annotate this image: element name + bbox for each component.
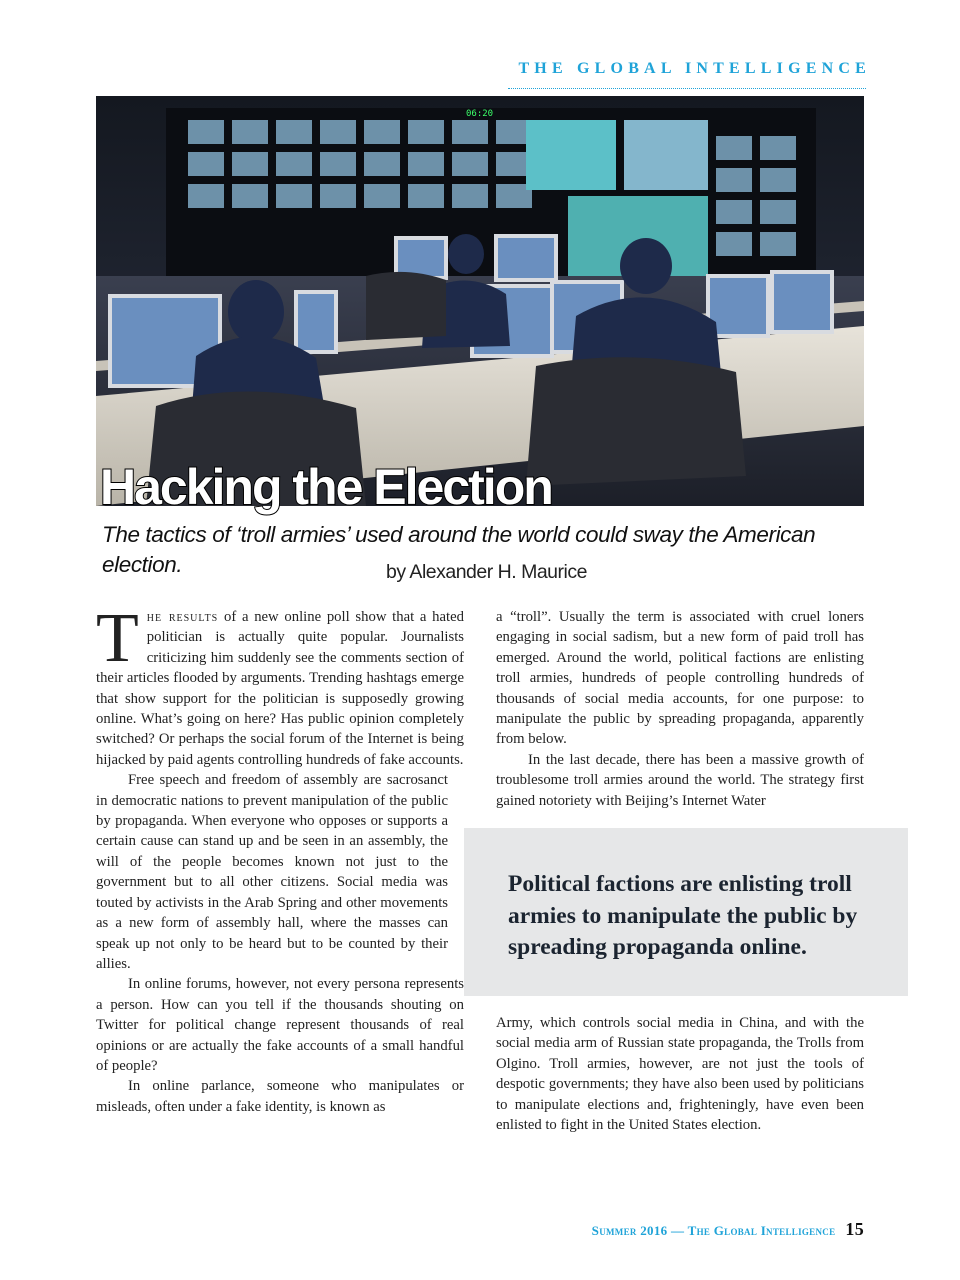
pull-quote — [464, 828, 908, 996]
right-paragraph-2: In the last decade, there has been a massive growth of troublesome troll armies around the world. The strategy first gained notoriety with Beijing’s Internet Water — [496, 751, 864, 809]
paragraph-4: In online parlance, someone who manipulates or misleads, often under a fake identity, is known as — [96, 1078, 464, 1115]
page-footer — [592, 1219, 864, 1240]
masthead-title: THE GLOBAL INTELLIGENCE — [518, 60, 871, 77]
drop-cap: T — [96, 600, 139, 677]
paragraph-3: In online forums, however, not every persona represents a person. How can you tell if the thousands shouting on Twitter for political change represent thousands of real opinions or are actually the fake accounts of a small handful of people? — [96, 976, 464, 1074]
right-column-continued — [496, 1013, 864, 1135]
headline: Hacking the Election — [100, 459, 552, 515]
left-column — [96, 600, 464, 1117]
footer-text: Summer 2016 — The Global Intelligence — [591, 1223, 836, 1238]
lead-text: of a new online poll show that a hated politician is actually quite popular. Journalists criticizing him suddenly see the comments section of their articles flooded by arguments. Trending hashtags emerge that show support for the politician is supposedly growing online. What’s going on here? Has public opinion completely switched? Or perhaps the social forum of the Internet is being hijacked by paid agents controlling hundreds of fake accounts. — [96, 609, 464, 768]
svg-text:06:20: 06:20 — [466, 109, 494, 119]
page-number: 15 — [845, 1219, 864, 1239]
control-room-photo — [96, 96, 864, 506]
lead-smallcaps: he results — [146, 609, 219, 625]
masthead — [508, 60, 871, 89]
right-paragraph-3: Army, which controls social media in China, and with the social media arm of Russian state propaganda, the Trolls from Olgino. Troll armies, however, are not just the tools of despotic governments; they have also been used by politicians to manipulate elections and, frighteningly, have even been enlisted to fight in the United States election. — [496, 1015, 864, 1134]
byline: by Alexander H. Maurice — [386, 561, 587, 583]
right-paragraph-1: a “troll”. Usually the term is associated with cruel loners engaging in social sadism, but a new form of paid troll has emerged. Around the world, political factions are enlisting troll armies, hundreds of people controlling hundreds of thousands of social media accounts, for one purpose: to manipulate the public by spreading propaganda, apparently from below. — [496, 609, 864, 748]
subhead: The tactics of ‘troll armies’ used around the world could sway the American election. — [102, 522, 816, 577]
paragraph-2: Free speech and freedom of assembly are sacrosanct in democratic nations to prevent manipulation of the public by propaganda. When everyone who opposes or supports a certain cause can stand up and be seen in an assembly, the will of the people becomes known not just to the government but to all other citizens. Social media was touted by activists in the Arab Spring and other movements as a new form of assembly hall, where the masses can speak up not only to be heard but to be counted by their allies. — [96, 772, 448, 972]
lead-paragraph — [96, 600, 464, 770]
pull-quote-text: Political factions are enlisting troll armies to manipulate the public by spreading propaganda online. — [508, 871, 858, 960]
right-column — [496, 607, 864, 811]
